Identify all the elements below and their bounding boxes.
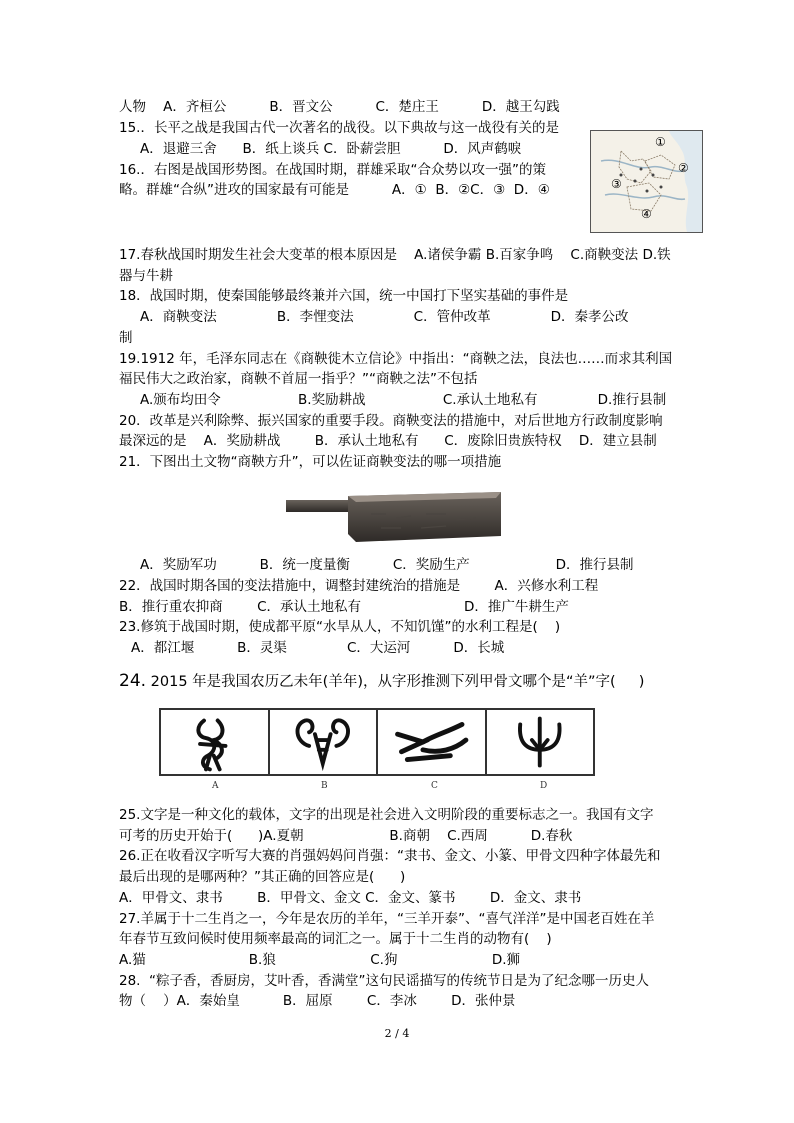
q26-stem-line2: 最后出现的是哪两种？”其正确的回答应是( ) — [119, 869, 406, 885]
q21-options: A．奖励军功 B．统一度量衡 C．奖励生产 D．推行县制 — [140, 557, 634, 573]
page-number: 2 / 4 — [384, 1027, 410, 1040]
q14-options: 人物 A．齐桓公 B．晋文公 C．楚庄王 D．越王勾践 — [119, 99, 560, 115]
glyph-letter-c: C — [431, 781, 438, 791]
map-label-1: ① — [655, 135, 666, 149]
map-label-3: ③ — [611, 177, 622, 191]
oracle-bone-glyph-strip — [159, 708, 595, 776]
q27-stem-line1: 27.羊属于十二生肖之一，今年是农历的羊年，“三羊开泰”、“喜气洋洋”是中国老百姓在羊 — [119, 911, 655, 927]
q28-stem-line2: 物（ ）A．秦始皇 B．屈原 C．李冰 D．张仲景 — [119, 993, 516, 1009]
q16-stem-line2: 略。群雄“合纵”进攻的国家最有可能是 A．① B．②C．③ D．④ — [119, 182, 550, 198]
q21-stem: 21．下图出土文物“商鞅方升”，可以佐证商鞅变法的哪一项措施 — [119, 454, 502, 470]
q20-stem-line2: 最深远的是 A．奖励耕战 B．承认土地私有 C．废除旧贵族特权 D．建立县制 — [119, 433, 657, 449]
glyph-c — [378, 710, 487, 774]
q20-stem-line1: 20．改革是兴利除弊、振兴国家的重要手段。商鞅变法的措施中，对后世地方行政制度影响 — [119, 413, 663, 429]
q27-options: A.猫 B.狼 C.狗 D.狮 — [119, 952, 521, 968]
q24-stem — [119, 671, 644, 692]
q16-stem-line1: 16.．右图是战国形势图。在战国时期，群雄采取“合众势以攻一强”的策 — [119, 162, 546, 178]
q24-number: 24. — [119, 671, 147, 691]
glyph-letter-b: B — [321, 781, 328, 791]
q24-text: 2015 年是我国农历乙未年(羊年)，从字形推测下列甲骨文哪个是“羊”字( ) — [146, 674, 645, 690]
q15-stem: 15.．长平之战是我国古代一次著名的战役。以下典故与这一战役有关的是 — [119, 120, 559, 136]
q15-options: A．退避三舍 B．纸上谈兵 C．卧薪尝胆 D．风声鹤唳 — [140, 141, 522, 157]
q23-options: A．都江堰 B．灵渠 C．大运河 D．长城 — [131, 640, 505, 656]
q18-options-cont: 制 — [119, 330, 133, 346]
q17-stem: 17.春秋战国时期发生社会大变革的根本原因是 A.诸侯争霸 B.百家争鸣 C.商鞅变法 D.铁 — [119, 247, 671, 263]
map-label-2: ② — [678, 161, 689, 175]
map-label-4: ④ — [641, 207, 652, 221]
q26-stem-line1: 26.正在收看汉字听写大赛的肖强妈妈问肖强：“隶书、金文、小篆、甲骨文四种字体最先和 — [119, 848, 661, 864]
warring-states-map — [590, 130, 703, 233]
q25-stem-line2: 可考的历史开始于( )A.夏朝 B.商朝 C.西周 D.春秋 — [119, 828, 573, 844]
glyph-letter-a: A — [212, 781, 219, 791]
q25-stem-line1: 25.文字是一种文化的载体，文字的出现是社会进入文明阶段的重要标志之一。我国有文字 — [119, 807, 654, 823]
q23-stem: 23.修筑于战国时期，使成都平原“水旱从人，不知饥馑”的水利工程是( ) — [119, 619, 561, 635]
q18-options: A．商鞅变法 B．李悝变法 C．管仲改革 D．秦孝公改 — [140, 309, 629, 325]
q19-stem-line1: 19.1912 年，毛泽东同志在《商鞅徙木立信论》中指出：“商鞅之法，良法也……而求其利国 — [119, 351, 673, 367]
glyph-a — [161, 710, 270, 774]
shang-yang-fangsheng-image — [286, 484, 501, 542]
q22-stem: 22．战国时期各国的变法措施中，调整封建统治的措施是 A．兴修水利工程 — [119, 578, 599, 594]
glyph-letter-d: D — [540, 781, 548, 791]
q27-stem-line2: 年春节互致问候时使用频率最高的词汇之一。属于十二生肖的动物有( ) — [119, 931, 552, 947]
q26-options: A．甲骨文、隶书 B．甲骨文、金文 C．金文、篆书 D．金文、隶书 — [119, 890, 582, 906]
q18-stem: 18．战国时期，使秦国能够最终兼并六国，统一中国打下坚实基础的事件是 — [119, 288, 569, 304]
q19-options: A.颁布均田令 B.奖励耕战 C.承认土地私有 D.推行县制 — [140, 392, 667, 408]
q19-stem-line2: 福民伟大之政治家，商鞅不首屈一指乎？”“商鞅之法”不包括 — [119, 371, 478, 387]
glyph-d — [487, 710, 594, 774]
q28-stem-line1: 28. “粽子香，香厨房，艾叶香，香满堂”这句民谣描写的传统节日是为了纪念哪一历史人 — [119, 973, 650, 989]
glyph-b — [270, 710, 379, 774]
q17-stem-cont: 器与牛耕 — [119, 268, 173, 284]
q22-options: B．推行重农抑商 C．承认土地私有 D．推广牛耕生产 — [119, 599, 569, 615]
